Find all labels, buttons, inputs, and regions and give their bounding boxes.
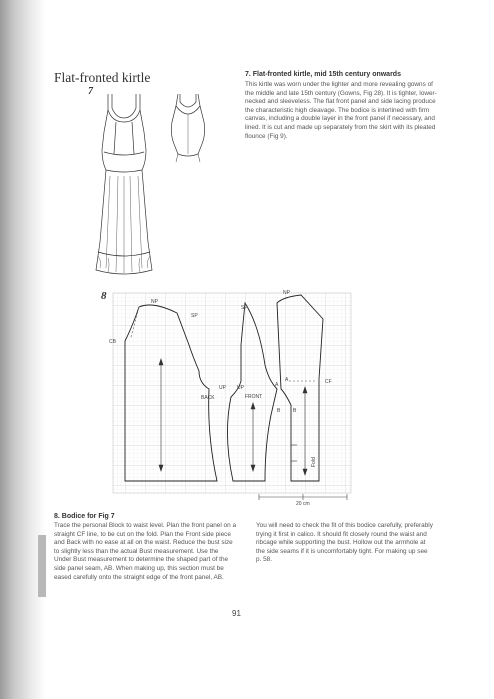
scale-label: 20 cm: [296, 501, 310, 507]
bodice-heading: 8. Bodice for Fig 7: [54, 513, 115, 520]
label-np-front: NP: [283, 290, 290, 296]
figure-7-number: 7: [88, 86, 93, 97]
gutter-mark: [38, 535, 46, 597]
label-cb: CB: [109, 339, 116, 345]
label-b-panel: B: [293, 408, 297, 414]
figure-7-description: This kirtle was worn under the lighter and more revealing gowns of the middle and late 15th century (Gowns, Fig 28). It is tighter, lower-necked and sleeveless. The flat front panel and side lacing produce the characteristic high cleavage. The bodice is interlined with firm canvas, including a double layer in the front panel if necessary, and lined. It is cut and made up separately from the skirt with its pleated flounce (Fig 9).: [245, 81, 437, 140]
bodice-instructions-col2: You will need to check the fit of this bodice carefully, preferably trying it first in calico. It should fit closely round the waist and ribcage while supporting the bust. Hollow out the armhole at the side seams if it is uncomfortably tight. For making up see p. 58.: [256, 522, 433, 564]
figure-7-heading: 7. Flat-fronted kirtle, mid 15th century onwards: [245, 71, 401, 78]
label-sp-front: SP: [241, 305, 248, 311]
label-front: FRONT: [245, 394, 263, 400]
figure-8-number: 8: [101, 290, 107, 302]
label-a-side: A: [275, 382, 279, 388]
page-number: 91: [232, 609, 241, 618]
figure-8-pattern-draft: [105, 285, 355, 507]
label-sp-back: SP: [191, 313, 198, 319]
label-back: BACK: [201, 395, 215, 401]
label-b-side: B: [277, 408, 281, 414]
figure-7-kirtle-illustration: [94, 92, 222, 282]
bodice-instructions-col1: Trace the personal Block to waist level. Plan the front panel on a straight CF line, to be cut on the fold. Plan the Front side piece and Back with no ease at all on the waist. Reduce the bust size to slightly less than the actual Bust measurement. Use the Under Bust measurement to determine the shaped part of the side panel seam, AB. When making up, this section must be eased carefully onto the straight edge of the front panel, AB.: [54, 522, 236, 581]
label-np-back: NP: [151, 299, 158, 305]
label-a-panel: A: [285, 377, 289, 383]
label-fold: Fold: [311, 457, 317, 467]
label-cf: CF: [325, 379, 332, 385]
section-title: Flat-fronted kirtle: [54, 70, 151, 85]
label-up-front: UP: [237, 385, 244, 391]
label-up-back: UP: [219, 385, 226, 391]
